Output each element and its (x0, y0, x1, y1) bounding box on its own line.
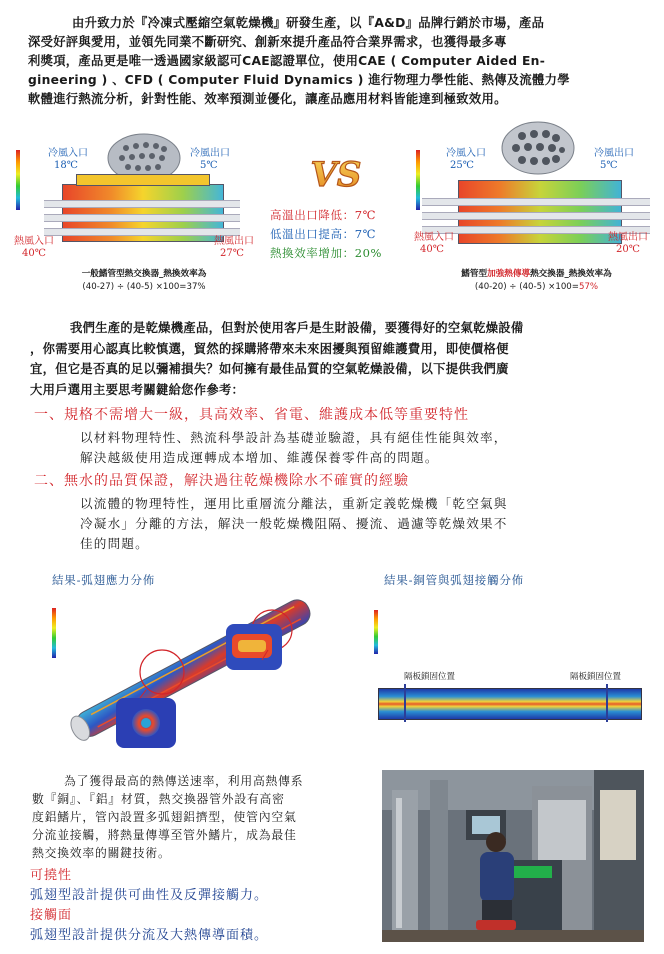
right-hot-out-label: 熱風出口 (608, 232, 648, 243)
mid-paragraph (30, 318, 650, 400)
right-hot-in-temp: 40℃ (420, 244, 444, 255)
left-hot-out-label: 熱風出口 (214, 236, 254, 247)
mid-line-4: 大用戶選用主要思考關鍵給您作參考： (30, 382, 245, 397)
left-color-scale (16, 150, 20, 210)
bottom-line-3: 度鋁鰭片，管內設置多弧翅鋁擠型，使管內空氣 (32, 810, 297, 824)
baffle-label-left: 隔板鎖固位置 (404, 672, 456, 682)
feature-1-title: 可撓性 (30, 868, 73, 883)
left-heat-exchanger-figure (14, 140, 264, 300)
section-2-line-1: 以流體的物理特性，運用比重層流分離法，重新定義乾燥機「乾空氣與 (80, 496, 508, 511)
result-hot-out-decrease: 高溫出口降低：7℃ (270, 208, 377, 222)
result-cold-out-increase: 低溫出口提高：7℃ (270, 227, 377, 241)
section-1-title: 一、規格不需增大一級，具高效率、省電、維護成本低等重要特性 (34, 407, 469, 423)
right-color-scale (416, 150, 420, 210)
section-2 (34, 470, 644, 554)
right-caption-highlight: 加強熱傳導 (487, 269, 531, 279)
intro-line-1: 由升致力於『冷凍式壓縮空氣乾燥機』研發生產，以『A&D』品牌行銷於市場，產品 (72, 16, 545, 30)
factory-photo-illustration (382, 770, 644, 942)
contact-legend-scale (374, 610, 378, 654)
left-tube-1 (44, 200, 240, 208)
right-hot-in-label: 熱風入口 (414, 232, 454, 243)
left-tube-2 (44, 214, 240, 222)
bottom-paragraph (32, 772, 358, 862)
section-2-title: 二、無水的品質保證，解決過往乾燥機除水不確實的經驗 (34, 473, 409, 489)
right-caption (414, 268, 659, 294)
left-hot-in-temp: 40℃ (22, 248, 46, 259)
right-tube-1 (422, 198, 650, 206)
left-cold-in-temp: 18℃ (54, 160, 78, 171)
feature-2-title: 接觸面 (30, 908, 73, 923)
left-caption-line-1: 一般鰭管型熱交換器_熱換效率為 (81, 269, 207, 279)
right-cold-out-temp: 5℃ (600, 160, 618, 171)
features (30, 866, 360, 946)
factory-worker-photo (382, 770, 644, 942)
feature-1-body: 弧翅型設計提供可曲性及反彈接觸力。 (30, 888, 269, 903)
contact-distribution-figure (374, 596, 646, 732)
intro-line-4: gineering ) 、CFD ( Computer Fluid Dynamics ) 進行物理力學性能、熱傳及流體力學 (28, 73, 570, 87)
right-caption-line-1 (414, 268, 659, 281)
right-caption-line-2 (414, 281, 659, 294)
bottom-line-4: 分流並接觸，將熱量傳導至管外鰭片，成為最佳 (32, 828, 297, 842)
left-caption (34, 268, 254, 294)
left-exchanger-shell-top (76, 174, 210, 186)
left-cold-in-label: 冷風入口 (48, 148, 88, 159)
right-hot-out-temp: 20℃ (616, 244, 640, 255)
right-caption-efficiency: 57% (578, 282, 599, 292)
left-hot-in-label: 熱風入口 (14, 236, 54, 247)
section-2-line-3: 佳的問題。 (80, 536, 149, 551)
bottom-line-5: 熱交換效率的關鍵技術。 (32, 846, 171, 860)
mid-line-1: 我們生產的是乾燥機產品，但對於使用客戶是生財設備，要獲得好的空氣乾燥設備 (70, 321, 524, 335)
section-1-line-2: 解決越級使用造成運轉成本增加、維護保養零件高的問題。 (80, 450, 439, 465)
left-caption-line-2: (40-27) ÷ (40-5) ×100=37% (82, 282, 206, 292)
right-heat-exchanger-figure (414, 140, 659, 300)
intro-paragraph (28, 14, 648, 109)
feature-2-body: 弧翅型設計提供分流及大熱傳導面積。 (30, 928, 269, 943)
intro-line-5: 軟體進行熱流分析，針對性能、效率預測並優化，讓產品應用材料皆能達到極致效用。 (28, 92, 507, 106)
mid-line-3: 宜，但它是否真的足以彌補損失？如何擁有最佳品質的空氣乾燥設備，以下提供我們廣 (30, 362, 509, 376)
right-caption-pre: 鰭管型 (461, 269, 488, 279)
baffle-marker-left (404, 684, 406, 722)
section-1-body (34, 428, 644, 468)
vs-logo-shape (306, 150, 366, 196)
left-tube-3 (44, 228, 240, 236)
left-cold-out-temp: 5℃ (200, 160, 218, 171)
intro-line-3: 利獎項，產品更是唯一透過國家級認可CAE認證單位，使用CAE ( Computer Aided En- (28, 54, 546, 68)
result-right-title: 結果-銅管與弧翅接觸分佈 (384, 573, 524, 587)
stress-distribution-figure (42, 590, 342, 750)
baffle-label-right: 隔板鎖固位置 (570, 672, 622, 682)
section-2-line-2: 冷凝水」分離的方法，解決一般乾燥機阻隔、擾流、過濾等乾燥效果不 (80, 516, 508, 531)
contact-tube-map (378, 688, 642, 720)
left-hot-out-temp: 27℃ (220, 248, 244, 259)
vs-logo (306, 150, 366, 196)
comparison-results (270, 206, 410, 263)
vs-text: VS (310, 155, 362, 195)
baffle-marker-right (606, 684, 608, 722)
right-cold-in-label: 冷風入口 (446, 148, 486, 159)
result-efficiency-increase: 熱換效率增加：20% (270, 246, 383, 260)
stress-legend-scale (52, 608, 56, 658)
right-cold-out-label: 冷風出口 (594, 148, 634, 159)
mid-line-2: ，你需要用心認真比較慎選，貿然的採購將帶來未來困擾與預留維護費用，即使價格便 (30, 341, 509, 356)
section-1 (34, 404, 644, 468)
left-cold-out-label: 冷風出口 (190, 148, 230, 159)
bottom-line-1: 為了獲得最高的熱傳送速率，利用高熱傳系 (64, 774, 304, 788)
right-tube-2 (422, 212, 650, 220)
right-caption-formula: (40-20) ÷ (40-5) ×100= (474, 282, 579, 292)
result-left-title: 結果-弧翅應力分佈 (52, 573, 156, 587)
right-caption-post: 熱交換器_熱換效率為 (530, 269, 612, 279)
stress-model-image (42, 590, 342, 750)
intro-line-2: 深受好評與愛用，並領先同業不斷研究、創新來提升產品符合業界需求，也獲得最多專 (28, 35, 507, 49)
section-1-line-1: 以材料物理特性、熱流科學設計為基礎並驗證，具有絕佳性能與效率， (80, 430, 508, 445)
right-tube-plate-image (498, 120, 578, 176)
right-cold-in-temp: 25℃ (450, 160, 474, 171)
section-2-body (34, 494, 644, 554)
bottom-line-2: 數『銅』、『鋁』材質，熱交換器管外設有高密 (32, 792, 285, 806)
